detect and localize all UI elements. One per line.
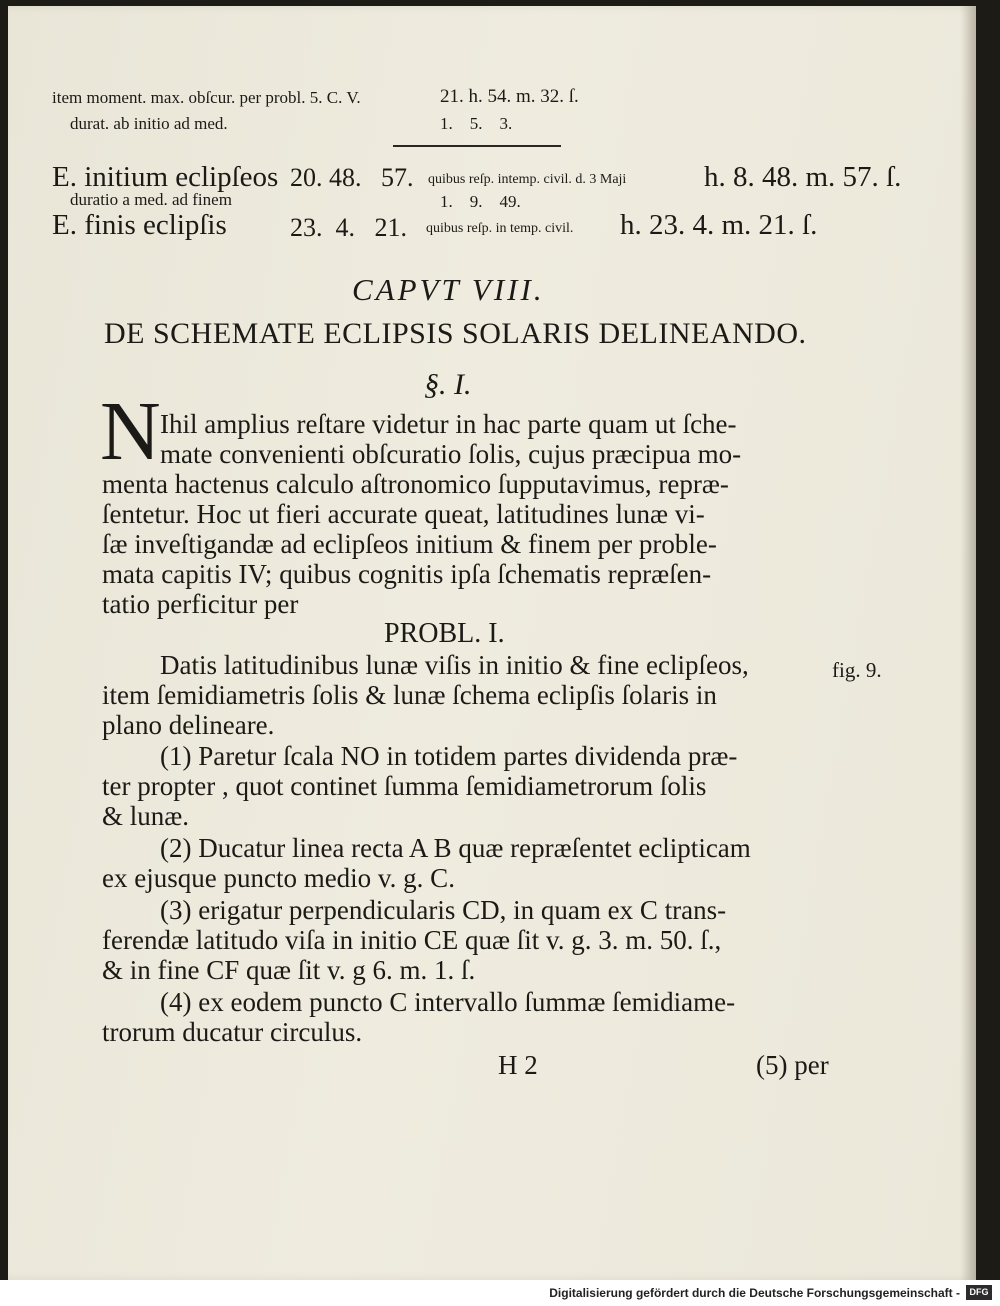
table-row5-civil-values: h. 23. 4. m. 21. ſ. xyxy=(620,209,818,241)
table-row3-label: E. initium eclipſeos xyxy=(52,161,279,193)
drop-cap: N xyxy=(100,385,161,478)
table-row2-label: durat. ab initio ad med. xyxy=(70,114,228,133)
table-row3-civil-note: quibus reſp. intemp. civil. d. 3 Maji xyxy=(428,172,627,187)
step2-line1: (2) Ducatur linea recta A B quæ repræſentet eclipticam xyxy=(160,833,751,863)
digitization-notice: Digitalisierung gefördert durch die Deutsche Forschungsgemeinschaft - xyxy=(549,1286,960,1300)
chapter-subtitle: DE SCHEMATE ECLIPSIS SOLARIS DELINEANDO. xyxy=(104,317,807,350)
section-mark: §. I. xyxy=(424,368,472,401)
step2-line2: ex ejusque puncto medio v. g. C. xyxy=(102,863,455,893)
problem-line3: plano delineare. xyxy=(102,710,275,740)
step1-line2: ter propter , quot continet ſumma ſemidiametrorum ſolis xyxy=(102,771,707,801)
step4-line2: trorum ducatur circulus. xyxy=(102,1017,363,1047)
signature-mark: H 2 xyxy=(498,1050,538,1080)
page-edge-shadow xyxy=(960,6,976,1280)
problem-line1: Datis latitudinibus lunæ viſis in initio & fine eclipſeos, xyxy=(160,650,749,680)
digitization-footer xyxy=(0,1280,1000,1306)
table-row5-label: E. finis eclipſis xyxy=(52,209,227,241)
paragraph1-line3: menta hactenus calculo aſtronomico ſupputavimus, repræ- xyxy=(102,469,729,499)
table-row2-values: 1. 5. 3. xyxy=(440,114,513,133)
paragraph1-line5: ſæ inveſtigandæ ad eclipſeos initium & finem per proble- xyxy=(102,529,717,559)
paragraph1-line4: ſentetur. Hoc ut fieri accurate queat, latitudines lunæ vi- xyxy=(102,499,705,529)
table-row1-values: 21. h. 54. m. 32. ſ. xyxy=(440,86,579,107)
problem-heading: PROBL. I. xyxy=(384,618,505,649)
paragraph1-line6: mata capitis IV; quibus cognitis ipſa ſchematis repræſen- xyxy=(102,559,712,589)
table-sum-rule xyxy=(393,145,561,147)
table-row3-civil-values: h. 8. 48. m. 57. ſ. xyxy=(704,161,902,193)
paragraph1-line1: Ihil amplius reſtare videtur in hac parte quam ut ſche- xyxy=(160,409,737,439)
figure-margin-note: fig. 9. xyxy=(832,658,882,682)
catchword: (5) per xyxy=(756,1050,829,1080)
problem-line2: item ſemidiametris ſolis & lunæ ſchema eclipſis ſolaris in xyxy=(102,680,717,710)
paragraph1-line7: tatio perficitur per xyxy=(102,589,299,619)
step1-line1: (1) Paretur ſcala NO in totidem partes dividenda præ- xyxy=(160,741,738,771)
chapter-title: CAPVT VIII. xyxy=(352,272,545,307)
table-row1-label: item moment. max. obſcur. per probl. 5. C. V. xyxy=(52,88,361,107)
table-row5-civil-note: quibus reſp. in temp. civil. xyxy=(426,221,574,236)
table-row4-values: 1. 9. 49. xyxy=(440,192,521,211)
step1-line3: & lunæ. xyxy=(102,801,190,831)
book-page xyxy=(8,6,976,1280)
table-row3-values: 20. 48. 57. xyxy=(290,163,414,192)
step3-line2: ferendæ latitudo viſa in initio CE quæ ſit v. g. 3. m. 50. ſ., xyxy=(102,925,722,955)
table-row5-values: 23. 4. 21. xyxy=(290,213,407,242)
step3-line3: & in fine CF quæ ſit v. g 6. m. 1. ſ. xyxy=(102,955,476,985)
step4-line1: (4) ex eodem puncto C intervallo ſummæ ſemidiame- xyxy=(160,987,736,1017)
paragraph1-line2: mate convenienti obſcuratio ſolis, cujus præcipua mo- xyxy=(160,439,742,469)
table-row4-label: duratio a med. ad finem xyxy=(70,190,232,209)
dfg-logo: DFG xyxy=(966,1285,992,1300)
step3-line1: (3) erigatur perpendicularis CD, in quam ex C trans- xyxy=(160,895,727,925)
